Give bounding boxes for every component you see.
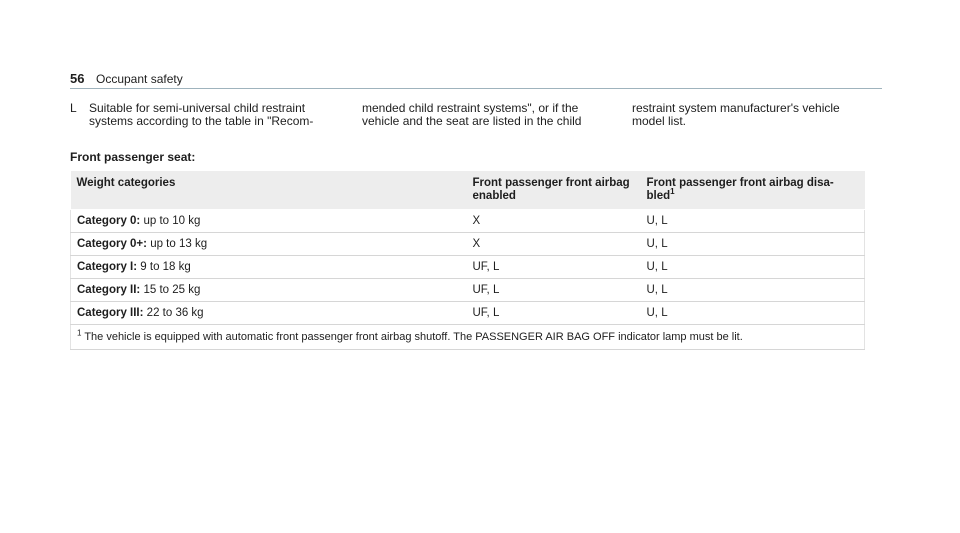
- intro-col2-line1: mended child restraint systems", or if the: [362, 101, 579, 115]
- intro-letter: L: [70, 101, 77, 115]
- table-row: [71, 233, 865, 256]
- header-airbag-disabled-line2: bled: [646, 190, 671, 202]
- table-row: [71, 279, 865, 302]
- disabled-cell: U, L: [641, 279, 865, 302]
- category-label: Category III:: [77, 307, 144, 319]
- intro-col3-line2: model list.: [632, 114, 687, 128]
- table-row: [71, 302, 865, 325]
- enabled-cell: UF, L: [467, 279, 641, 302]
- header-airbag-disabled: [641, 171, 865, 210]
- category-label: Category II:: [77, 284, 141, 296]
- header-weight-categories: Weight categories: [71, 171, 467, 210]
- header-airbag-enabled-line1: Front passenger front airbag: [472, 177, 630, 189]
- page-number: 56: [70, 71, 85, 86]
- weight-range: up to 13 kg: [150, 238, 208, 250]
- enabled-cell: X: [467, 210, 641, 233]
- category-label: Category 0+:: [77, 238, 147, 250]
- section-title: Occupant safety: [96, 72, 183, 86]
- footnote-marker: 1: [77, 328, 82, 338]
- weight-range: 22 to 36 kg: [146, 307, 204, 319]
- header-airbag-enabled-line2: enabled: [472, 190, 516, 202]
- footnote-text: The vehicle is equipped with automatic front passenger front airbag shutoff. The PASSENGER AIR BAG OFF indicator lamp must be lit.: [84, 331, 743, 343]
- disabled-cell: U, L: [641, 302, 865, 325]
- footnote-ref: 1: [670, 187, 675, 197]
- header-divider: [70, 88, 882, 89]
- front-passenger-seat-heading: Front passenger seat:: [70, 150, 196, 164]
- disabled-cell: U, L: [641, 233, 865, 256]
- table-header-row: [71, 171, 865, 210]
- category-label: Category I:: [77, 261, 138, 273]
- enabled-cell: UF, L: [467, 256, 641, 279]
- intro-col2-line2: vehicle and the seat are listed in the child: [362, 114, 582, 128]
- intro-column-1: [70, 102, 350, 128]
- weight-cell: [71, 210, 467, 233]
- category-label: Category 0:: [77, 215, 141, 227]
- intro-col1-line1: Suitable for semi-universal child restraint: [89, 101, 306, 115]
- footnote-cell: [71, 325, 865, 350]
- intro-column-2: [362, 102, 627, 128]
- weight-range: up to 10 kg: [143, 215, 201, 227]
- child-seat-table: [70, 171, 865, 350]
- disabled-cell: U, L: [641, 210, 865, 233]
- weight-cell: [71, 279, 467, 302]
- page-header: [70, 71, 183, 86]
- intro-col1-line2: systems according to the table in "Recom-: [89, 114, 314, 128]
- weight-cell: [71, 302, 467, 325]
- weight-cell: [71, 256, 467, 279]
- enabled-cell: X: [467, 233, 641, 256]
- footnote-row: [71, 325, 865, 350]
- weight-range: 9 to 18 kg: [140, 261, 191, 273]
- weight-cell: [71, 233, 467, 256]
- intro-column-3: [632, 102, 882, 128]
- disabled-cell: U, L: [641, 256, 865, 279]
- header-airbag-enabled: [467, 171, 641, 210]
- header-airbag-disabled-line1: Front passenger front airbag disa-: [646, 177, 834, 189]
- intro-col3-line1: restraint system manufacturer's vehicle: [632, 101, 840, 115]
- table-row: [71, 210, 865, 233]
- weight-range: 15 to 25 kg: [143, 284, 201, 296]
- enabled-cell: UF, L: [467, 302, 641, 325]
- table-row: [71, 256, 865, 279]
